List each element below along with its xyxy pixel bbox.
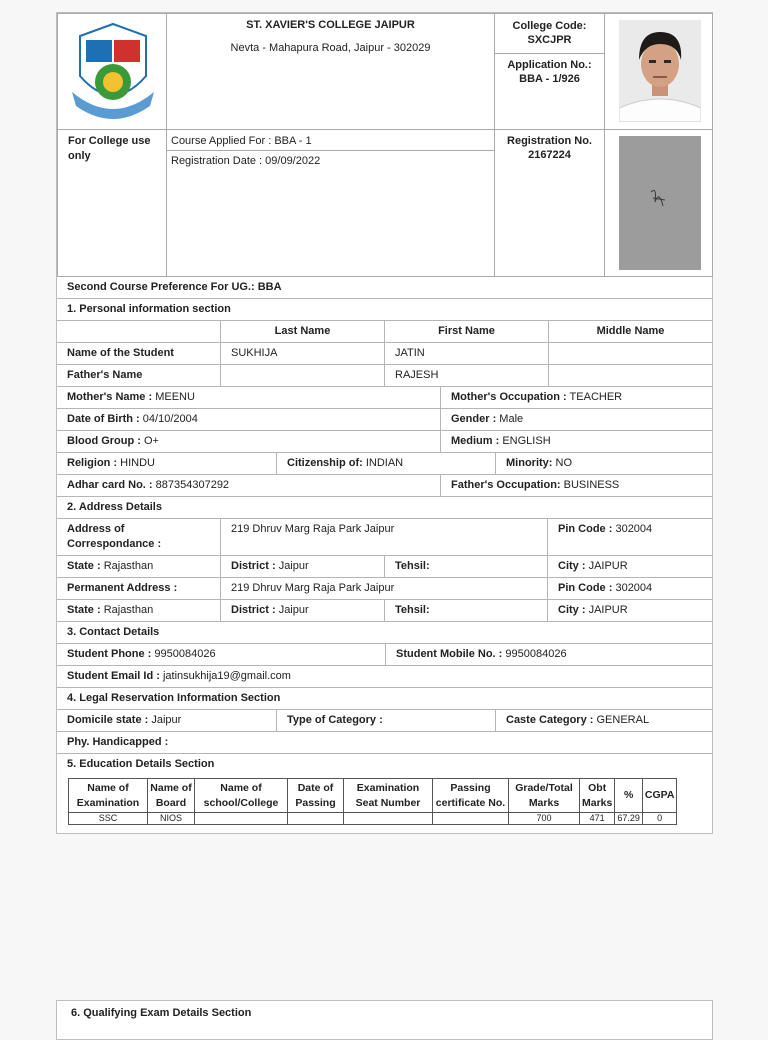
th-date: Date of Passing bbox=[288, 779, 344, 813]
father-last-name bbox=[220, 365, 384, 386]
application-no-label: Application No.: bbox=[507, 59, 592, 71]
father-middle-name bbox=[548, 365, 712, 386]
caste-category bbox=[495, 710, 712, 731]
citizenship-value: INDIAN bbox=[365, 457, 404, 469]
td-cgpa: 0 bbox=[642, 813, 677, 825]
citizenship bbox=[276, 453, 495, 474]
father-first-name: RAJESH bbox=[384, 365, 548, 386]
student-name-label: Name of the Student bbox=[67, 347, 174, 359]
th-seat: Examination Seat Number bbox=[344, 779, 433, 813]
td-percent: 67.29 bbox=[615, 813, 643, 825]
religion-label: Religion : bbox=[67, 457, 118, 469]
registration-date: Registration Date : 09/09/2022 bbox=[171, 155, 321, 167]
name-header-row bbox=[57, 321, 712, 343]
mobile-label: Student Mobile No. : bbox=[396, 648, 503, 660]
student-signature bbox=[619, 136, 701, 270]
city-value: JAIPUR bbox=[588, 560, 628, 572]
father-occupation-value: BUSINESS bbox=[563, 479, 620, 491]
state bbox=[57, 556, 220, 577]
mother-name-value: MEENU bbox=[155, 391, 195, 403]
mother-name bbox=[57, 387, 440, 408]
student-mobile bbox=[385, 644, 712, 665]
contact-section-header bbox=[57, 622, 712, 644]
photo-box bbox=[604, 13, 713, 130]
permanent-tehsil bbox=[384, 600, 547, 621]
mother-occupation-label: Mother's Occupation : bbox=[451, 391, 567, 403]
college-logo bbox=[57, 13, 167, 130]
city-label: City : bbox=[558, 560, 586, 572]
minority bbox=[495, 453, 712, 474]
signature-box bbox=[604, 129, 713, 277]
caste-value: GENERAL bbox=[596, 714, 650, 726]
registration-no-label: Registration No. bbox=[507, 135, 592, 147]
td-date bbox=[288, 813, 344, 825]
medium-value: ENGLISH bbox=[502, 435, 551, 447]
state-label: State : bbox=[67, 560, 101, 572]
permanent-city-value: JAIPUR bbox=[588, 604, 628, 616]
student-last-name: SUKHIJA bbox=[220, 343, 384, 364]
email-value: jatinsukhija19@gmail.com bbox=[162, 670, 291, 682]
next-page-fragment bbox=[56, 1000, 713, 1040]
minority-label: Minority: bbox=[506, 457, 553, 469]
education-table bbox=[68, 778, 677, 825]
permanent-state bbox=[57, 600, 220, 621]
permanent-address: 219 Dhruv Marg Raja Park Jaipur bbox=[220, 578, 547, 599]
blood-row bbox=[57, 431, 712, 453]
father-occupation-label: Father's Occupation: bbox=[451, 479, 561, 491]
permanent-district-label: District : bbox=[231, 604, 276, 616]
th-certificate: Passing certificate No. bbox=[433, 779, 509, 813]
td-total: 700 bbox=[509, 813, 580, 825]
personal-section-title: 1. Personal information section bbox=[67, 303, 231, 315]
student-middle-name bbox=[548, 343, 712, 364]
blood-group bbox=[57, 431, 440, 452]
correspondence-label: Address of Correspondance : bbox=[67, 523, 162, 550]
email-row bbox=[57, 666, 712, 688]
student-first-name: JATIN bbox=[384, 343, 548, 364]
gender bbox=[440, 409, 712, 430]
medium-label: Medium : bbox=[451, 435, 500, 447]
application-no-value: BBA - 1/926 bbox=[519, 73, 580, 85]
contact-section-title: 3. Contact Details bbox=[67, 626, 160, 638]
col-first-name: First Name bbox=[384, 321, 548, 342]
permanent-state-row bbox=[57, 600, 712, 622]
permanent-pin-label: Pin Code : bbox=[558, 582, 613, 594]
second-preference: Second Course Preference For UG.: BBA bbox=[67, 281, 282, 293]
domicile-value: Jaipur bbox=[151, 714, 182, 726]
legal-section-title: 4. Legal Reservation Information Section bbox=[67, 692, 281, 704]
permanent-district-value: Jaipur bbox=[278, 604, 309, 616]
student-phone bbox=[57, 644, 385, 665]
tehsil bbox=[384, 556, 547, 577]
education-section-title: 5. Education Details Section bbox=[67, 758, 215, 770]
adhar-card bbox=[57, 475, 440, 496]
district bbox=[220, 556, 384, 577]
phone-label: Student Phone : bbox=[67, 648, 152, 660]
table-row bbox=[69, 813, 677, 825]
correspondence-pin bbox=[547, 519, 712, 555]
college-address: Nevta - Mahapura Road, Jaipur - 302029 bbox=[230, 42, 431, 54]
religion-value: HINDU bbox=[120, 457, 156, 469]
registration-no-box bbox=[494, 129, 605, 277]
education-header-row bbox=[69, 779, 677, 813]
district-label: District : bbox=[231, 560, 276, 572]
student-email bbox=[57, 666, 712, 687]
adhar-label: Adhar card No. : bbox=[67, 479, 153, 491]
medium bbox=[440, 431, 712, 452]
permanent-address-row bbox=[57, 578, 712, 600]
handicapped-label: Phy. Handicapped : bbox=[67, 736, 169, 748]
pin-label: Pin Code : bbox=[558, 523, 613, 535]
th-obt: Obt Marks bbox=[580, 779, 615, 813]
personal-section-header bbox=[57, 299, 712, 321]
td-board: NIOS bbox=[148, 813, 195, 825]
dob-label: Date of Birth : bbox=[67, 413, 140, 425]
domicile-label: Domicile state : bbox=[67, 714, 149, 726]
student-name-row bbox=[57, 343, 712, 365]
qualifying-section-title: 6. Qualifying Exam Details Section bbox=[71, 1007, 252, 1019]
adhar-row bbox=[57, 475, 712, 497]
address-section-title: 2. Address Details bbox=[67, 501, 162, 513]
caste-label: Caste Category : bbox=[506, 714, 594, 726]
second-preference-row bbox=[57, 277, 712, 299]
email-label: Student Email Id : bbox=[67, 670, 160, 682]
legal-section-header bbox=[57, 688, 712, 710]
permanent-city-label: City : bbox=[558, 604, 586, 616]
gender-label: Gender : bbox=[451, 413, 497, 425]
application-form bbox=[56, 12, 713, 834]
college-name: ST. XAVIER'S COLLEGE JAIPUR bbox=[246, 19, 415, 31]
mobile-value: 9950084026 bbox=[505, 648, 567, 660]
category-label: Type of Category : bbox=[287, 714, 383, 726]
college-code-value: SXCJPR bbox=[527, 34, 572, 46]
permanent-city bbox=[547, 600, 712, 621]
td-seat bbox=[344, 813, 433, 825]
college-code-label: College Code: bbox=[512, 20, 587, 32]
date-of-birth bbox=[57, 409, 440, 430]
gender-value: Male bbox=[499, 413, 524, 425]
father-occupation bbox=[440, 475, 712, 496]
permanent-pin bbox=[547, 578, 712, 599]
college-code-box bbox=[494, 13, 605, 54]
correspondence-address: 219 Dhruv Marg Raja Park Jaipur bbox=[220, 519, 547, 555]
course-applied: Course Applied For : BBA - 1 bbox=[167, 130, 494, 151]
th-total: Grade/Total Marks bbox=[509, 779, 580, 813]
blood-group-label: Blood Group : bbox=[67, 435, 141, 447]
mother-name-label: Mother's Name : bbox=[67, 391, 153, 403]
mother-row bbox=[57, 387, 712, 409]
permanent-district bbox=[220, 600, 384, 621]
city bbox=[547, 556, 712, 577]
td-certificate bbox=[433, 813, 509, 825]
domicile-state bbox=[57, 710, 276, 731]
registration-no-value: 2167224 bbox=[528, 149, 571, 161]
application-no-box bbox=[494, 53, 605, 130]
college-use-box bbox=[57, 129, 167, 277]
dob-row bbox=[57, 409, 712, 431]
religion bbox=[57, 453, 276, 474]
pin-value: 302004 bbox=[615, 523, 653, 535]
course-box bbox=[166, 129, 495, 277]
permanent-tehsil-label: Tehsil: bbox=[395, 604, 430, 616]
state-value: Rajasthan bbox=[103, 560, 154, 572]
dob-value: 04/10/2004 bbox=[142, 413, 198, 425]
handicapped-row bbox=[57, 732, 712, 754]
father-name-label: Father's Name bbox=[67, 369, 143, 381]
permanent-state-label: State : bbox=[67, 604, 101, 616]
phone-value: 9950084026 bbox=[154, 648, 216, 660]
th-board: Name of Board bbox=[148, 779, 195, 813]
col-middle-name: Middle Name bbox=[548, 321, 712, 342]
th-exam: Name of Examination bbox=[69, 779, 148, 813]
citizenship-label: Citizenship of: bbox=[287, 457, 363, 469]
correspondence-row bbox=[57, 519, 712, 556]
religion-row bbox=[57, 453, 712, 475]
category-type bbox=[276, 710, 495, 731]
address-section-header bbox=[57, 497, 712, 519]
blood-group-value: O+ bbox=[144, 435, 159, 447]
correspondence-state-row bbox=[57, 556, 712, 578]
permanent-state-value: Rajasthan bbox=[103, 604, 154, 616]
father-name-row bbox=[57, 365, 712, 387]
college-header bbox=[166, 13, 495, 130]
student-photo bbox=[619, 20, 701, 122]
th-percent: % bbox=[615, 779, 643, 813]
th-cgpa: CGPA bbox=[642, 779, 677, 813]
permanent-pin-value: 302004 bbox=[615, 582, 653, 594]
td-school bbox=[195, 813, 288, 825]
td-exam: SSC bbox=[69, 813, 148, 825]
tehsil-label: Tehsil: bbox=[395, 560, 430, 572]
college-use-label: For College use only bbox=[68, 135, 151, 162]
adhar-value: 887354307292 bbox=[155, 479, 230, 491]
mother-occupation bbox=[440, 387, 712, 408]
education-section-header bbox=[57, 754, 712, 776]
permanent-address-label: Permanent Address : bbox=[67, 582, 178, 594]
th-school: Name of school/College bbox=[195, 779, 288, 813]
district-value: Jaipur bbox=[278, 560, 309, 572]
col-last-name: Last Name bbox=[220, 321, 384, 342]
domicile-row bbox=[57, 710, 712, 732]
mother-occupation-value: TEACHER bbox=[569, 391, 623, 403]
phone-row bbox=[57, 644, 712, 666]
minority-value: NO bbox=[555, 457, 573, 469]
td-obt: 471 bbox=[580, 813, 615, 825]
